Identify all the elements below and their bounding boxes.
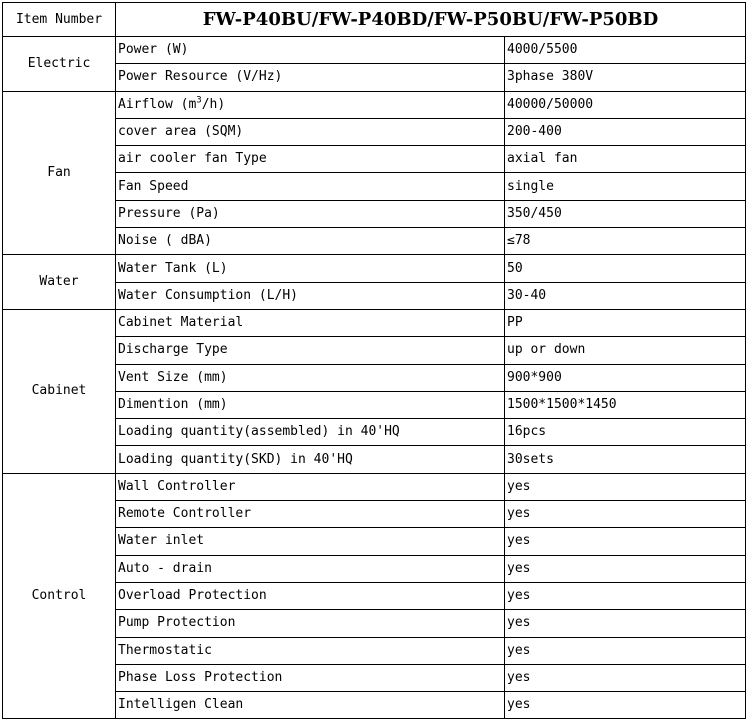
value-cell: 40000/50000 [505,91,746,118]
value-cell: yes [505,664,746,691]
table-row [3,309,746,336]
item-number-label: Item Number [3,3,116,37]
value-cell: yes [505,637,746,664]
param-cell: Noise ( dBA) [116,228,505,255]
category-electric: Electric [3,37,116,92]
param-cell: Loading quantity(assembled) in 40'HQ [116,419,505,446]
param-cell: Vent Size (mm) [116,364,505,391]
airflow-superscript: 3 [196,95,202,106]
airflow-unit-suffix: /h) [201,96,226,112]
param-cell: cover area (SQM) [116,118,505,145]
value-cell: yes [505,528,746,555]
value-cell: 50 [505,255,746,282]
param-cell: Power (W) [116,37,505,64]
value-cell: ≤78 [505,228,746,255]
value-cell: 200-400 [505,118,746,145]
param-cell: Auto - drain [116,555,505,582]
value-cell: 1500*1500*1450 [505,391,746,418]
category-cabinet: Cabinet [3,309,116,473]
value-cell: PP [505,309,746,336]
param-cell: air cooler fan Type [116,146,505,173]
value-cell: yes [505,473,746,500]
param-cell: Remote Controller [116,501,505,528]
param-cell: Dimention (mm) [116,391,505,418]
value-cell: yes [505,610,746,637]
category-water: Water [3,255,116,310]
table-row [3,255,746,282]
table-row [3,91,746,118]
param-cell [116,91,505,118]
value-cell: 30sets [505,446,746,473]
spec-table [2,2,746,719]
category-fan: Fan [3,91,116,255]
value-cell: 350/450 [505,200,746,227]
param-cell: Cabinet Material [116,309,505,336]
param-cell: Water Consumption (L/H) [116,282,505,309]
value-cell: 30-40 [505,282,746,309]
param-cell: Water inlet [116,528,505,555]
value-cell: up or down [505,337,746,364]
value-cell: 16pcs [505,419,746,446]
param-cell: Power Resource (V/Hz) [116,64,505,91]
param-cell: Wall Controller [116,473,505,500]
table-row [3,37,746,64]
value-cell: yes [505,555,746,582]
airflow-label: Airflow (m [118,96,197,112]
value-cell: yes [505,692,746,719]
value-cell: 3phase 380V [505,64,746,91]
value-cell: 4000/5500 [505,37,746,64]
value-cell: 900*900 [505,364,746,391]
param-cell: Water Tank (L) [116,255,505,282]
param-cell: Intelligen Clean [116,692,505,719]
value-cell: yes [505,582,746,609]
param-cell: Overload Protection [116,582,505,609]
param-cell: Fan Speed [116,173,505,200]
param-cell: Thermostatic [116,637,505,664]
table-row [3,473,746,500]
param-cell: Phase Loss Protection [116,664,505,691]
value-cell: axial fan [505,146,746,173]
param-cell: Pressure (Pa) [116,200,505,227]
value-cell: yes [505,501,746,528]
param-cell: Pump Protection [116,610,505,637]
category-control: Control [3,473,116,719]
model-numbers: FW-P40BU/FW-P40BD/FW-P50BU/FW-P50BD [116,3,746,37]
param-cell: Discharge Type [116,337,505,364]
header-row [3,3,746,37]
param-cell: Loading quantity(SKD) in 40'HQ [116,446,505,473]
value-cell: single [505,173,746,200]
